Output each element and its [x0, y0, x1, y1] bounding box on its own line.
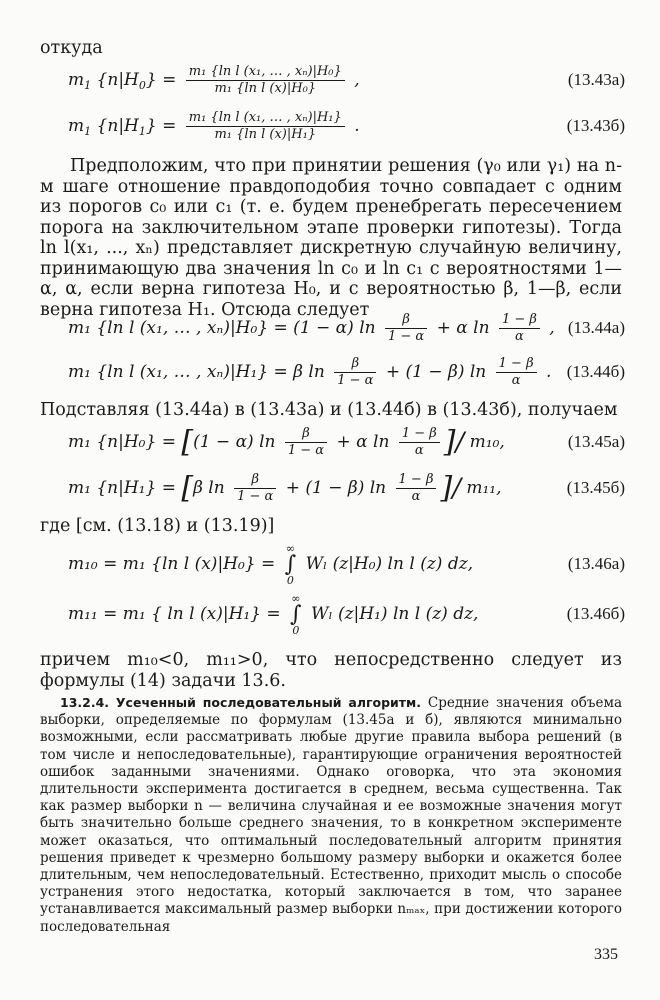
- equation-13-43a: $m_1$ $\{n|H_0\}$ = $\frac{\text{m₁ \{ln l (x₁, … , xₙ)|H₀\}}}{\text{m₁ \{ln l (x)|H₀\}}}$ , (13.43а): [40, 58, 625, 102]
- eq-43a-label: (13.43а): [567, 70, 625, 89]
- eq-43b-label: (13.43б): [566, 116, 625, 135]
- eq-46b-label: (13.46б): [566, 604, 625, 623]
- equation-13-46b: m₁₁ = m₁ { ln l (x)|H₁} = ∞ ∫ 0 Wₗ (z|H₁) ln l (z) dz, (13.46б): [68, 591, 625, 637]
- integral-sign: ∞ ∫ 0: [290, 591, 302, 637]
- eq-44a-label: (13.44а): [567, 318, 625, 337]
- eq-43a-denominator: m₁ {ln l (x)|H₀}: [214, 81, 317, 96]
- paragraph-3: где [см. (13.18) и (13.19)]: [40, 516, 275, 536]
- integral-sign: ∞ ∫ 0: [284, 541, 297, 587]
- eq-46a-label: (13.46а): [567, 554, 625, 573]
- eq-45b-label: (13.45б): [566, 478, 625, 497]
- equation-13-45b: m₁ {n|H₁} = [β ln $\frac{\beta}{1 - \alpha}$ + (1 − β) ln $\frac{1 - \beta}{\alpha}$ ]/ m₁₁, (13.45б): [40, 466, 625, 510]
- eq-43a-numerator: m₁ {ln l (x₁, … , xₙ)|H₀}: [186, 64, 345, 81]
- paragraph-2: Подставляя (13.44а) в (13.43а) и (13.44б) в (13.43б), получаем: [40, 400, 618, 420]
- equation-13-45a: m₁ {n|H₀} = [(1 − α) ln $\frac{\beta}{1 - \alpha}$ + α ln $\frac{1 - \beta}{\alpha}$ ]/ m₁₀, (13.45а): [40, 420, 625, 464]
- eq-45a-label: (13.45а): [567, 432, 625, 451]
- intro-word: откуда: [40, 38, 103, 58]
- paragraph-1: Предположим, что при принятии решения (γ₀ или γ₁) на n-м шаге отношение правдоподобия точно совпадает с одним из порогов c₀ или c₁ (т. е. будем пренебрегать пересечением порога на заключительном этапе проверки гипотезы). Тогда ln l(x₁, ..., xₙ) представляет дискретную случайную величину, принимающую два значения ln c₀ и ln c₁ с вероятностями 1—α, α, если верна гипотеза H₀, и с вероятностью β, 1—β, если верна гипотеза H₁. Отсюда следует: [40, 156, 622, 320]
- section-heading: 13.2.4. Усеченный последовательный алгоритм.: [60, 695, 422, 710]
- paragraph-4: причем m₁₀<0, m₁₁>0, что непосредственно следует из формулы (14) задачи 13.6.: [40, 650, 622, 691]
- equation-13-44a: m₁ {ln l (x₁, … , xₙ)|H₀} = (1 − α) ln $\frac{\beta}{1 - \alpha}$ + α ln $\frac{1 - \beta}{\alpha}$ , (13.44а): [40, 306, 625, 350]
- section-13-2-4: [40, 694, 622, 936]
- equation-13-46a: m₁₀ = m₁ {ln l (x)|H₀} = ∞ ∫ 0 Wₗ (z|H₀) ln l (z) dz, (13.46а): [68, 541, 625, 587]
- equation-13-44b: m₁ {ln l (x₁, … , xₙ)|H₁} = β ln $\frac{\beta}{1 - \alpha}$ + (1 − β) ln $\frac{1 - \beta}{\alpha}$ . (13.44б): [40, 350, 625, 394]
- section-text: Средние значения объема выборки, определяемые по формулам (13.45а и б), являются минимально возможными, если рассматривать любые другие правила выбора решений (в том числе и непоследовательные), гарантирующие ограничения вероятностей ошибок заданными значениями. Однако оговорка, что эта экономия длительности эксперимента достигается в среднем, весьма существенна. Так как размер выборки n — величина случайная и ее возможные значения могут быть значительно больше среднего значения, то в конкретном эксперименте может оказаться, что оптимальный последовательный алгоритм принятия решения приведет к чрезмерно большому размеру выборки и окажется более длительным, чем непоследовательный. Естественно, приходит мысль о способе устранения этого недостатка, который заключается в том, что заранее устанавливается максимальный размер выборки nₘₐₓ, при достижении которого последовательная: [40, 695, 622, 935]
- eq-43b-denominator: m₁ {ln l (x)|H₁}: [214, 127, 317, 142]
- eq-43b-numerator: m₁ {ln l (x₁, … , xₙ)|H₁}: [186, 110, 345, 127]
- equation-13-43b: $m_1$ $\{n|H_1\}$ = $\frac{\text{m₁ \{ln l (x₁, … , xₙ)|H₁\}}}{\text{m₁ \{ln l (x)|H₁\}}}$ . (13.43б): [40, 104, 625, 148]
- page-number: 335: [594, 946, 618, 963]
- eq-44b-label: (13.44б): [566, 362, 625, 381]
